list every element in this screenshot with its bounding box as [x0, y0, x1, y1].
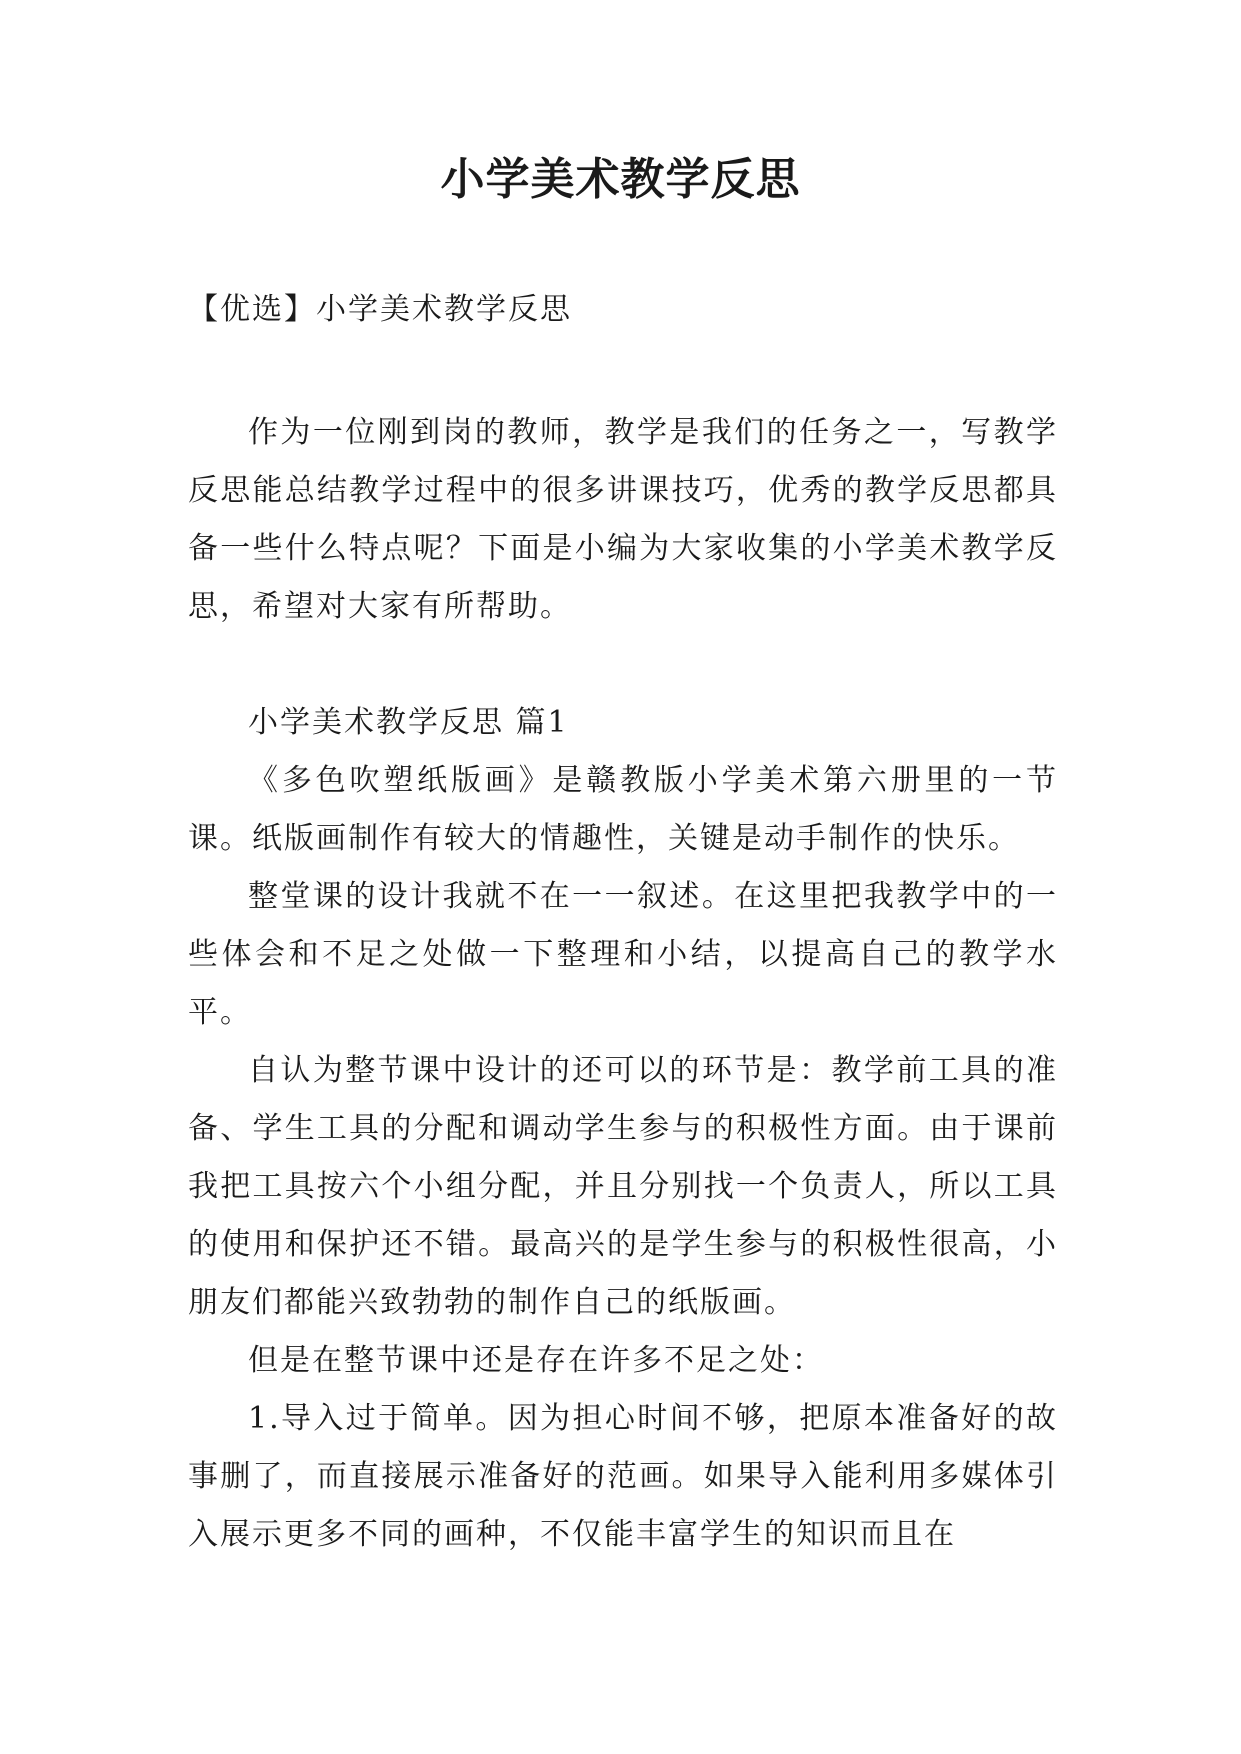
body-paragraph: 但是在整节课中还是存在许多不足之处： — [248, 1343, 824, 1378]
body-paragraph: 整堂课的设计我就不在一一叙述。在这里把我教学中的一些体会和不足之处做一下整理和小结，以提高自己的教学水平。 — [188, 879, 1058, 1030]
body-paragraph: 1.导入过于简单。因为担心时间不够，把原本准备好的故事删了，而直接展示准备好的范画。如果导入能利用多媒体引入展示更多不同的画种，不仅能丰富学生的知识而且在 — [188, 1401, 1058, 1552]
body-paragraph: 自认为整节课中设计的还可以的环节是：教学前工具的准备、学生工具的分配和调动学生参与的积极性方面。由于课前我把工具按六个小组分配，并且分别找一个负责人，所以工具的使用和保护还不错。最高兴的是学生参与的积极性很高，小朋友们都能兴致勃勃的制作自己的纸版画。 — [188, 1053, 1058, 1320]
document-title: 小学美术教学反思 — [440, 154, 801, 205]
document-subtitle: 【优选】小学美术教学反思 — [188, 292, 572, 327]
body-paragraph: 《多色吹塑纸版画》是赣教版小学美术第六册里的一节课。纸版画制作有较大的情趣性，关键是动手制作的快乐。 — [188, 763, 1058, 856]
intro-paragraph: 作为一位刚到岗的教师，教学是我们的任务之一，写教学反思能总结教学过程中的很多讲课技巧，优秀的教学反思都具备一些什么特点呢？下面是小编为大家收集的小学美术教学反思，希望对大家有所帮助。 — [188, 415, 1058, 624]
document-body — [188, 404, 1058, 1564]
section-heading: 小学美术教学反思 篇1 — [248, 705, 569, 740]
